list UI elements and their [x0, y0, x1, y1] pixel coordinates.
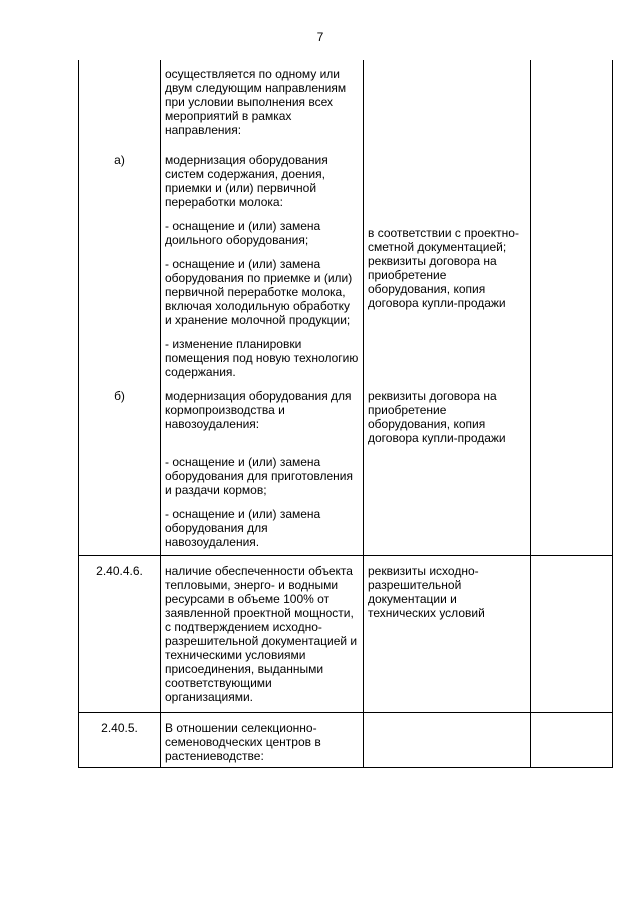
requirements-table [78, 60, 613, 768]
table-row [79, 389, 613, 556]
description-cell [161, 713, 364, 768]
mark-cell [531, 556, 613, 713]
table-row [79, 148, 613, 389]
row-number: 2.40.4.6. [96, 564, 143, 578]
list-item: - оснащение и (или) замена доильного оборудования; [165, 219, 321, 247]
page-number: 7 [316, 30, 324, 44]
number-cell [79, 713, 161, 768]
number-cell [79, 148, 161, 389]
mark-cell [531, 389, 613, 556]
table-row [79, 713, 613, 768]
documents-text: в соответствии с проектно-сметной документацией; реквизиты договора на приобретение оборудования, копия договора купли-продажи [368, 226, 519, 310]
list-item: - оснащение и (или) замена оборудования для навозоудаления. [165, 507, 321, 549]
documents-cell [364, 148, 531, 389]
intro-text: осуществляется по одному или двум следующим направлениям при условии выполнения всех мероприятий в рамках направления: [165, 67, 347, 137]
list-item: - оснащение и (или) замена оборудования для приготовления и раздачи кормов; [165, 455, 353, 497]
number-cell [79, 60, 161, 148]
table-row [79, 60, 613, 148]
documents-cell [364, 556, 531, 713]
section-heading: В отношении селекционно-семеноводческих центров в растениеводстве: [165, 721, 321, 763]
row-number: б) [114, 389, 125, 403]
documents-cell [364, 713, 531, 768]
mark-cell [531, 148, 613, 389]
mark-cell [531, 60, 613, 148]
description-cell [161, 556, 364, 713]
mark-cell [531, 713, 613, 768]
list-item: - оснащение и (или) замена оборудования по приемке и (или) первичной переработке молока, включая холодильную обработку и хранение молочной продукции; [165, 257, 353, 327]
documents-text: реквизиты исходно-разрешительной документации и технических условий [368, 564, 485, 620]
list-item: - изменение планировки помещения под новую технологию содержания. [165, 337, 359, 379]
row-number: 2.40.5. [101, 721, 138, 735]
direction-heading: модернизация оборудования для кормопроизводства и навозоудаления: [165, 389, 352, 431]
row-number: а) [114, 153, 125, 167]
description-cell [161, 60, 364, 148]
description-cell [161, 148, 364, 389]
number-cell [79, 389, 161, 556]
table-row [79, 556, 613, 713]
description-cell [161, 389, 364, 556]
documents-cell [364, 389, 531, 556]
direction-heading: модернизация оборудования систем содержания, доения, приемки и (или) первичной переработки молока: [165, 153, 328, 209]
number-cell [79, 556, 161, 713]
documents-cell [364, 60, 531, 148]
requirement-text: наличие обеспеченности объекта тепловыми, энерго- и водными ресурсами в объеме 100% от заявленной проектной мощности, с подтверждением исходно-разрешительной документацией и техническими условиями присоединения, выданными соответствующими организациями. [165, 564, 358, 704]
documents-text: реквизиты договора на приобретение оборудования, копия договора купли-продажи [368, 389, 506, 445]
